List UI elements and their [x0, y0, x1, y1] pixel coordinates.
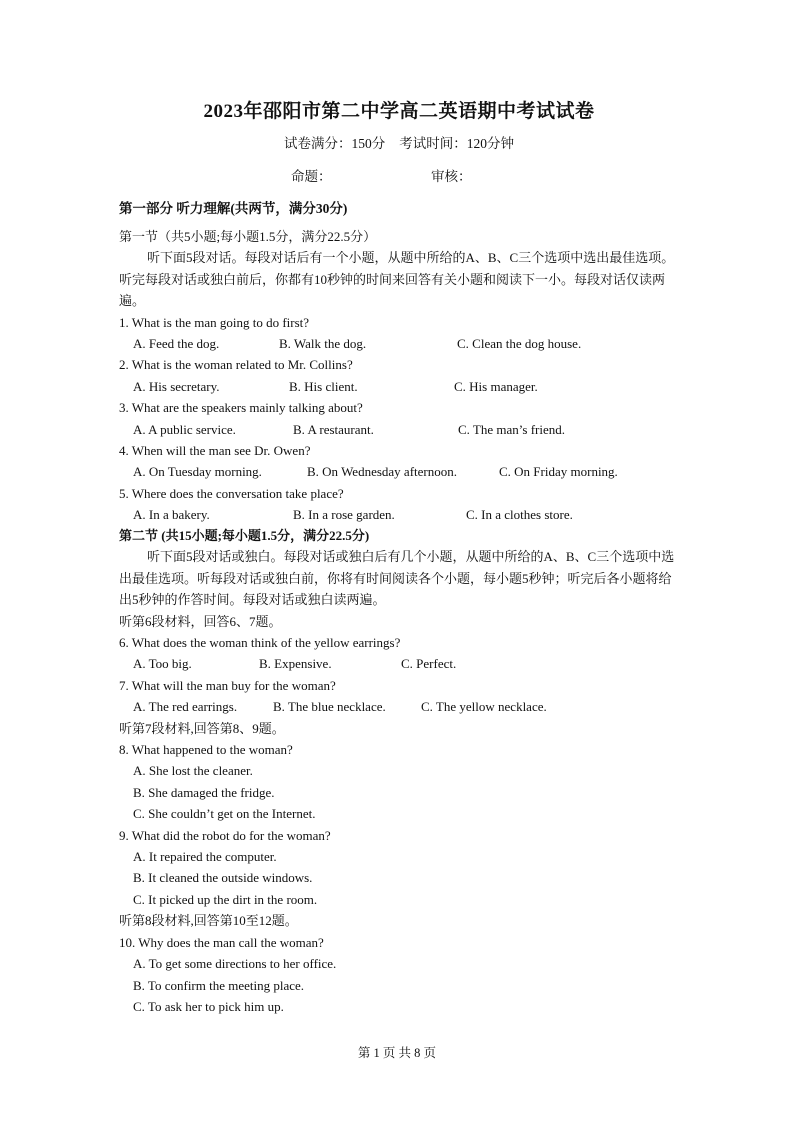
material-7-note: 听第7段材料,回答第8、9题。 [119, 720, 285, 736]
option-b: B. On Wednesday afternoon. [307, 464, 457, 480]
option-a: A. She lost the cleaner. [133, 763, 253, 779]
option-c: C. Perfect. [401, 656, 457, 672]
question-5: 5. Where does the conversation take place? [119, 485, 344, 501]
options-2 [119, 376, 679, 397]
option-a: A. In a bakery. [133, 507, 210, 523]
question-6: 6. What does the woman think of the yellow earrings? [119, 635, 401, 651]
option-c: C. In a clothes store. [466, 507, 573, 523]
option-b: B. It cleaned the outside windows. [133, 870, 313, 886]
options-3 [119, 419, 679, 440]
question-2: 2. What is the woman related to Mr. Collins? [119, 357, 353, 373]
option-a: A. Too big. [133, 656, 192, 672]
option-c: C. Clean the dog house. [457, 336, 582, 352]
question-4: 4. When will the man see Dr. Owen? [119, 443, 311, 459]
material-8-note: 听第8段材料,回答第10至12题。 [119, 913, 298, 929]
option-a: A. To get some directions to her office. [133, 956, 337, 972]
option-c: C. The man’s friend. [458, 421, 565, 437]
option-a: A. His secretary. [133, 378, 220, 394]
question-3: 3. What are the speakers mainly talking about? [119, 400, 363, 416]
option-c: C. She couldn’t get on the Internet. [133, 806, 316, 822]
setter-label: 命题： [291, 169, 332, 184]
option-a: A. On Tuesday morning. [133, 464, 262, 480]
option-b: B. To confirm the meeting place. [133, 977, 305, 993]
question-7: 7. What will the man buy for the woman? [119, 677, 336, 693]
options-4 [119, 461, 679, 482]
option-a: A. A public service. [133, 421, 236, 437]
section-2 [119, 525, 679, 1017]
option-c: C. The yellow necklace. [421, 699, 547, 715]
options-6 [119, 653, 679, 674]
option-b: B. A restaurant. [293, 421, 374, 437]
option-c: C. On Friday morning. [499, 464, 618, 480]
option-c: C. His manager. [454, 378, 538, 394]
full-marks: 试卷满分：150分 [284, 136, 386, 151]
option-c: C. To ask her to pick him up. [133, 998, 284, 1014]
option-b: B. The blue necklace. [273, 699, 386, 715]
question-9: 9. What did the robot do for the woman? [119, 827, 331, 843]
option-b: B. Walk the dog. [279, 336, 367, 352]
option-a: A. The red earrings. [133, 699, 238, 715]
part1-title: 第一部分 听力理解(共两节，满分30分) [119, 201, 348, 216]
question-10: 10. Why does the man call the woman? [119, 934, 324, 950]
option-a: A. Feed the dog. [133, 336, 220, 352]
option-b: B. His client. [289, 378, 358, 394]
question-8: 8. What happened to the woman? [119, 742, 293, 758]
page-title: 2023年邵阳市第二中学高二英语期中考试试卷 [203, 101, 595, 122]
exam-time: 考试时间：120分钟 [399, 136, 514, 151]
section-heading: 第一节（共5小题;每小题1.5分，满分22.5分） [119, 229, 377, 244]
section-instructions: 听下面5段对话或独白。每段对话或独白后有几个小题，从题中所给的A、B、C三个选项中选出最佳选项。听每段对话或独白前，你将有时间阅读各个小题，每小题5秒钟；听完后各小题将给出5秒钟的作答时间。每段对话或独白读两遍。 [119, 549, 675, 608]
exam-info [119, 132, 679, 152]
page-footer: 第 1 页 共 8 页 [357, 1046, 437, 1060]
options-1 [119, 333, 679, 354]
option-b: B. Expensive. [259, 656, 332, 672]
options-7 [119, 696, 679, 717]
section-instructions: 听下面5段对话。每段对话后有一个小题，从题中所给的A、B、C三个选项中选出最佳选项。听完每段对话或独白前后，你都有10秒钟的时间来回答有关小题和阅读下一小。每段对话仅读两遍。 [119, 250, 675, 309]
option-b: B. In a rose garden. [293, 507, 395, 523]
question-1: 1. What is the man going to do first? [119, 314, 310, 330]
option-b: B. She damaged the fridge. [133, 784, 275, 800]
option-a: A. It repaired the computer. [133, 849, 277, 865]
options-5 [119, 504, 679, 525]
option-c: C. It picked up the dirt in the room. [133, 891, 318, 907]
reviewer-label: 审核： [431, 169, 472, 184]
section-1 [119, 226, 679, 526]
material-6-note: 听第6段材料，回答6、7题。 [119, 613, 282, 629]
section-heading: 第二节 (共15小题;每小题1.5分，满分22.5分) [119, 528, 370, 543]
